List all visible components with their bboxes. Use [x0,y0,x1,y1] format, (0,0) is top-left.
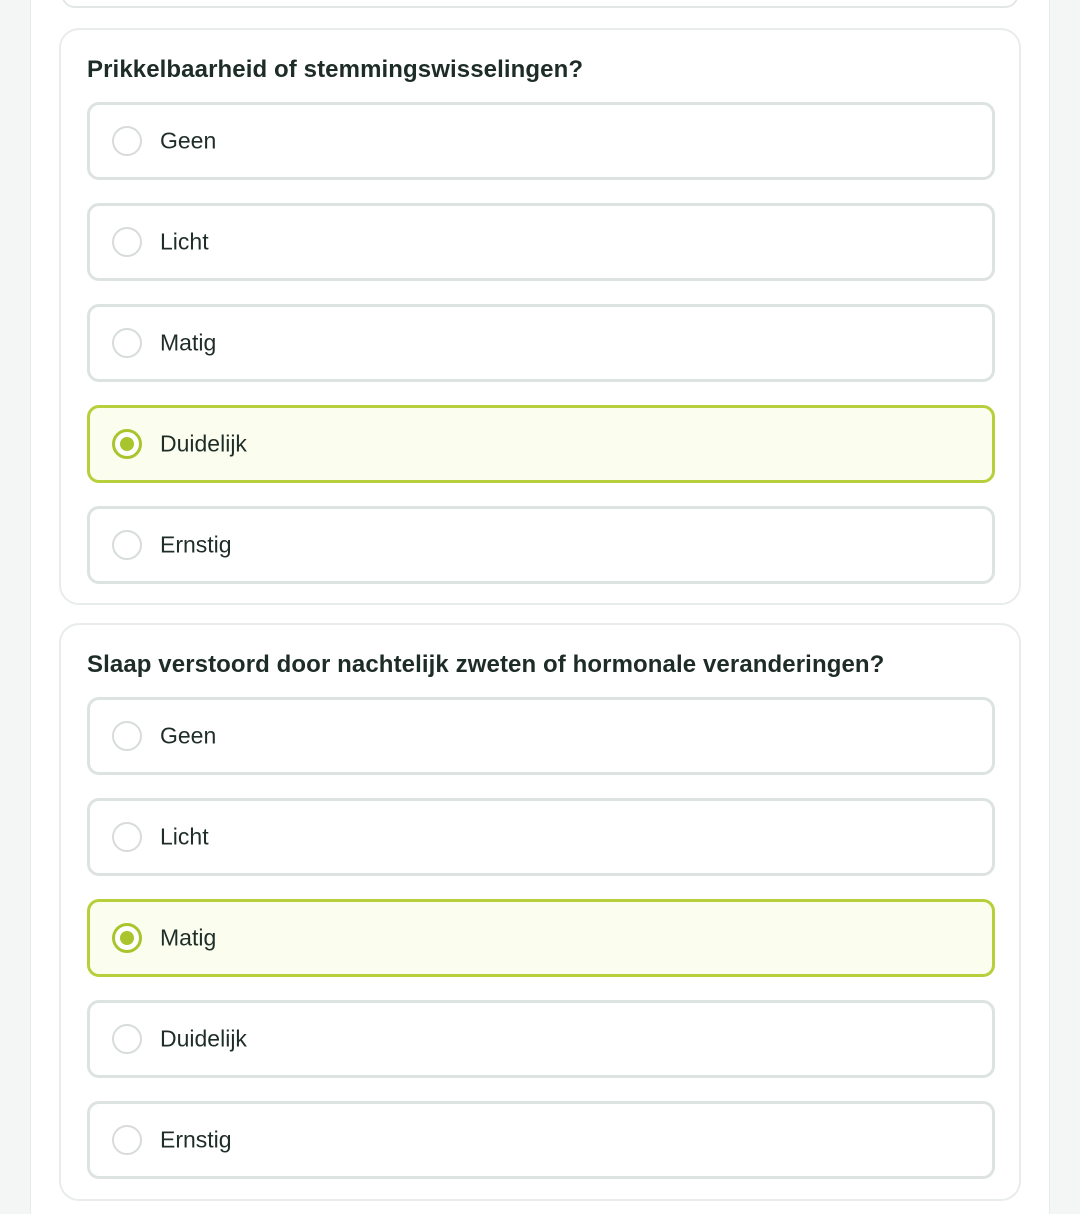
option-ernstig[interactable] [87,506,995,584]
option-duidelijk[interactable] [87,1000,995,1078]
option-label: Matig [160,329,217,356]
previous-question-card [61,0,1019,8]
question-card-2 [59,623,1021,1201]
option-label: Geen [160,722,217,749]
option-geen[interactable] [87,102,995,180]
option-label: Licht [160,228,209,255]
question-title: Slaap verstoord door nachtelijk zweten of hormonale veranderingen? [87,651,885,678]
page-container [30,0,1050,1214]
option-licht[interactable] [87,203,995,281]
radio-icon[interactable] [112,126,142,156]
option-label: Ernstig [160,1126,232,1153]
option-ernstig[interactable] [87,1101,995,1179]
option-duidelijk[interactable] [87,405,995,483]
option-group [87,102,995,607]
radio-icon[interactable] [112,1024,142,1054]
radio-icon[interactable] [112,1125,142,1155]
option-label: Licht [160,823,209,850]
option-label: Duidelijk [160,430,247,457]
option-licht[interactable] [87,798,995,876]
option-geen[interactable] [87,697,995,775]
radio-icon[interactable] [112,530,142,560]
question-title: Prikkelbaarheid of stemmingswisselingen? [87,56,584,83]
radio-icon[interactable] [112,721,142,751]
option-label: Matig [160,924,217,951]
radio-icon[interactable] [112,822,142,852]
option-matig[interactable] [87,304,995,382]
option-matig[interactable] [87,899,995,977]
option-label: Ernstig [160,531,232,558]
question-card-1 [59,28,1021,605]
option-label: Duidelijk [160,1025,247,1052]
radio-icon[interactable] [112,923,142,953]
radio-icon[interactable] [112,328,142,358]
option-group [87,697,995,1202]
radio-icon[interactable] [112,227,142,257]
radio-icon[interactable] [112,429,142,459]
option-label: Geen [160,127,217,154]
